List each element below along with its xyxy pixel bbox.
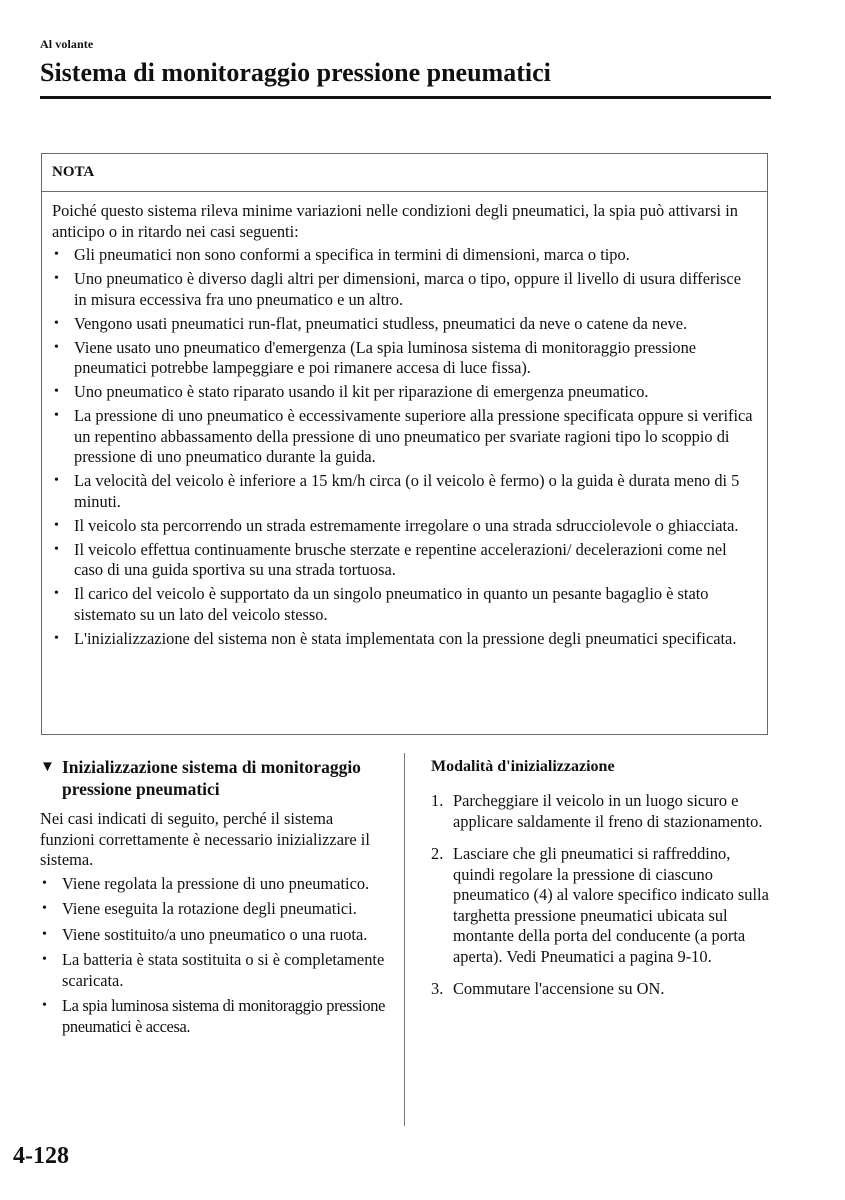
- title-rule: [40, 96, 771, 99]
- init-item: • Viene eseguita la rotazione degli pneumatici.: [42, 899, 357, 918]
- note-item: • Il veicolo effettua continuamente brusche sterzate e repentine accelerazioni/ decelerazioni come nel caso di una guida sportiva su una strada tortuosa.: [54, 539, 727, 579]
- init-mode: [431, 756, 771, 1012]
- step-number: 2.: [431, 844, 444, 863]
- note-item: • Gli pneumatici non sono conformi a specifica in termini di dimensioni, marca o tipo.: [54, 245, 630, 264]
- column-divider: [404, 753, 405, 1126]
- triangle-down-icon: ▼: [40, 759, 55, 775]
- note-box: [41, 153, 768, 735]
- bullet-icon: •: [42, 998, 47, 1013]
- step-item: 3. Commutare l'accensione su ON.: [431, 979, 665, 998]
- init-steps: [431, 791, 771, 1000]
- init-item: • Viene regolata la pressione di uno pneumatico.: [42, 873, 370, 893]
- note-intro: Poiché questo sistema rileva minime variazioni nelle condizioni degli pneumatici, la spia può attivarsi in anticipo o in ritardo nei casi seguenti:: [52, 201, 738, 241]
- note-item: • Il veicolo sta percorrendo un strada estremamente irregolare o una strada sdrucciolevole o ghiacciata.: [54, 515, 739, 535]
- step-item: 1. Parcheggiare il veicolo in un luogo sicuro e applicare saldamente il freno di stazionamento.: [431, 791, 763, 831]
- init-item: • La spia luminosa sistema di monitoraggio pressione pneumatici è accesa.: [42, 996, 386, 1036]
- note-item: • Uno pneumatico è stato riparato usando il kit per riparazione di emergenza pneumatico.: [54, 382, 649, 401]
- note-item: • Vengono usati pneumatici run-flat, pneumatici studless, pneumatici da neve o catene da neve.: [54, 313, 688, 333]
- note-list: [52, 245, 757, 649]
- bullet-icon: •: [54, 408, 59, 423]
- section-label: Al volante: [40, 37, 94, 51]
- bullet-icon: •: [42, 926, 47, 942]
- init-section: [40, 756, 390, 1042]
- bullet-icon: •: [42, 952, 47, 967]
- bullet-icon: •: [54, 541, 59, 557]
- step-number: 3.: [431, 979, 444, 998]
- bullet-icon: •: [54, 630, 59, 646]
- init-item: • Viene sostituito/a uno pneumatico o una ruota.: [42, 924, 368, 944]
- bullet-icon: •: [54, 315, 59, 331]
- note-body: [42, 192, 767, 649]
- note-item: • Il carico del veicolo è supportato da un singolo pneumatico in quanto un pesante bagaglio è stato sistemato su un lato del veicolo stesso.: [54, 584, 709, 624]
- bullet-icon: •: [54, 473, 59, 488]
- bullet-icon: •: [54, 384, 59, 399]
- step-number: 1.: [431, 791, 444, 810]
- bullet-icon: •: [54, 586, 59, 601]
- note-item: • La pressione di uno pneumatico è eccessivamente superiore alla pressione specificata oppure si verifica un repentino abbassamento della pressione di uno pneumatico per svariate ragioni tipo lo scoppio di pressione di uno pneumatico durante la guida.: [54, 406, 753, 466]
- bullet-icon: •: [54, 517, 59, 533]
- page-title: Sistema di monitoraggio pressione pneumatici: [40, 58, 551, 87]
- step-item: 2. Lasciare che gli pneumatici si raffreddino, quindi regolare la pressione di ciascuno pneumatico (4) al valore specifico indicato sulla targhetta pressione pneumatici ubicata sul montante della porta del conducente (a porta aperta). Vedi Pneumatici a pagina 9-10.: [431, 844, 769, 966]
- bullet-icon: •: [54, 339, 59, 355]
- note-item: • La velocità del veicolo è inferiore a 15 km/h circa (o il veicolo è fermo) o la guida è durata meno di 5 minuti.: [54, 471, 740, 511]
- note-item: • Viene usato uno pneumatico d'emergenza (La spia luminosa sistema di monitoraggio pressione pneumatici potrebbe lampeggiare e poi rimanere accesa di luce fissa).: [54, 337, 697, 377]
- bullet-icon: •: [42, 901, 47, 916]
- note-item: • L'inizializzazione del sistema non è stata implementata con la pressione degli pneumatici specificata.: [54, 628, 737, 648]
- init-item: • La batteria è stata sostituita o si è completamente scaricata.: [42, 950, 385, 990]
- bullet-icon: •: [54, 271, 59, 286]
- note-item: • Uno pneumatico è diverso dagli altri per dimensioni, marca o tipo, oppure il livello di usura differisce in misura eccessiva fra uno pneumatico e un altro.: [54, 269, 741, 309]
- bullet-icon: •: [54, 247, 59, 262]
- bullet-icon: •: [42, 875, 47, 891]
- init-list: [40, 874, 390, 1038]
- init-mode-title: Modalità d'inizializzazione: [431, 758, 615, 775]
- note-heading: NOTA: [42, 154, 767, 192]
- init-section-heading: ▼ Inizializzazione sistema di monitoraggio pressione pneumatici: [40, 757, 361, 799]
- page-number: 4-128: [13, 1143, 69, 1169]
- init-section-intro: Nei casi indicati di seguito, perché il sistema funzioni correttamente è necessario inizializzare il sistema.: [40, 809, 370, 869]
